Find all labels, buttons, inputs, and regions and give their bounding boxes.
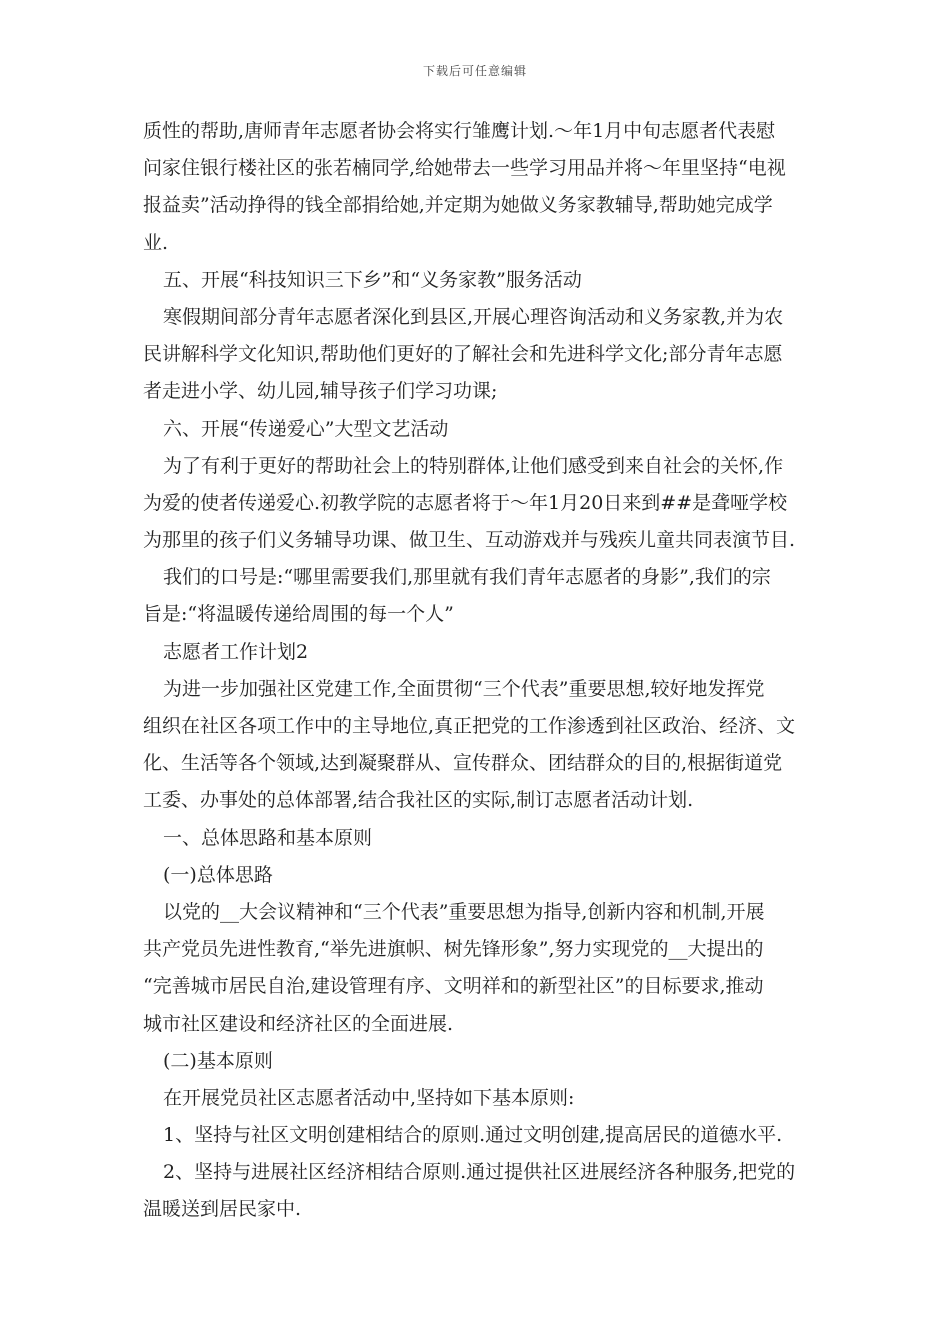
text-line: 城市社区建设和经济社区的全面进展. xyxy=(143,1012,454,1035)
subsection-heading: (二)基本原则 xyxy=(163,1049,273,1072)
text-line: 为进一步加强社区党建工作,全面贯彻“三个代表”重要思想,较好地发挥党 xyxy=(163,677,765,700)
document-body xyxy=(143,113,807,1229)
section-heading: 五、开展“科技知识三下乡”和“义务家教”服务活动 xyxy=(163,268,582,291)
list-item: 2、坚持与进展社区经济相结合原则.通过提供社区进展经济各种服务,把党的 xyxy=(163,1161,796,1184)
text-line: 为那里的孩子们义务辅导功课、做卫生、互动游戏并与残疾儿童共同表演节目. xyxy=(143,529,796,552)
text-line: 质性的帮助,唐师青年志愿者协会将实行雏鹰计划.～年1月中旬志愿者代表慰 xyxy=(143,120,776,142)
text-line: 为爱的使者传递爱心.初教学院的志愿者将于～年1月20日来到##是聋哑学校 xyxy=(143,491,788,514)
text-line: 民讲解科学文化知识,帮助他们更好的了解社会和先进科学文化;部分青年志愿 xyxy=(143,343,783,366)
text-line: 共产党员先进性教育,“举先进旗帜、树先锋形象”,努力实现党的__大提出的 xyxy=(143,938,764,961)
text-line: 旨是:“将温暖传递给周围的每一个人” xyxy=(143,603,454,626)
text-line: 业. xyxy=(143,231,169,254)
text-line: 报益卖”活动挣得的钱全部捐给她,并定期为她做义务家教辅导,帮助她完成学 xyxy=(143,194,773,217)
text-line: 问家住银行楼社区的张若楠同学,给她带去一些学习用品并将～年里坚持“电视 xyxy=(143,157,786,180)
text-line: 组织在社区各项工作中的主导地位,真正把党的工作渗透到社区政治、经济、文 xyxy=(143,715,796,737)
text-line: 化、生活等各个领域,达到凝聚群从、宣传群众、团结群众的目的,根据街道党 xyxy=(143,752,783,775)
section-heading: 一、总体思路和基本原则 xyxy=(163,826,373,849)
text-line: 温暖送到居民家中. xyxy=(143,1198,302,1221)
text-line: “完善城市居民自治,建设管理有序、文明祥和的新型社区”的目标要求,推动 xyxy=(143,975,764,998)
text-line: 寒假期间部分青年志愿者深化到县区,开展心理咨询活动和义务家教,并为农 xyxy=(163,305,784,328)
text-line: 我们的口号是:“哪里需要我们,那里就有我们青年志愿者的身影”,我们的宗 xyxy=(163,566,771,589)
text-line: 以党的__大会议精神和“三个代表”重要思想为指导,创新内容和机制,开展 xyxy=(163,900,765,923)
list-item: 1、坚持与社区文明创建相结合的原则.通过文明创建,提高居民的道德水平. xyxy=(163,1124,783,1147)
text-line: 在开展党员社区志愿者活动中,坚持如下基本原则: xyxy=(163,1086,575,1109)
page-header: 下载后可任意编辑 xyxy=(422,64,527,78)
subsection-heading: (一)总体思路 xyxy=(163,863,273,886)
text-line: 工委、办事处的总体部署,结合我社区的实际,制订志愿者活动计划. xyxy=(143,789,694,812)
text-line: 者走进小学、幼儿园,辅导孩子们学习功课; xyxy=(143,380,498,403)
section-title: 志愿者工作计划2 xyxy=(163,640,309,663)
text-line: 为了有利于更好的帮助社会上的特别群体,让他们感受到来自社会的关怀,作 xyxy=(163,454,784,477)
section-heading: 六、开展“传递爱心”大型文艺活动 xyxy=(163,417,449,440)
